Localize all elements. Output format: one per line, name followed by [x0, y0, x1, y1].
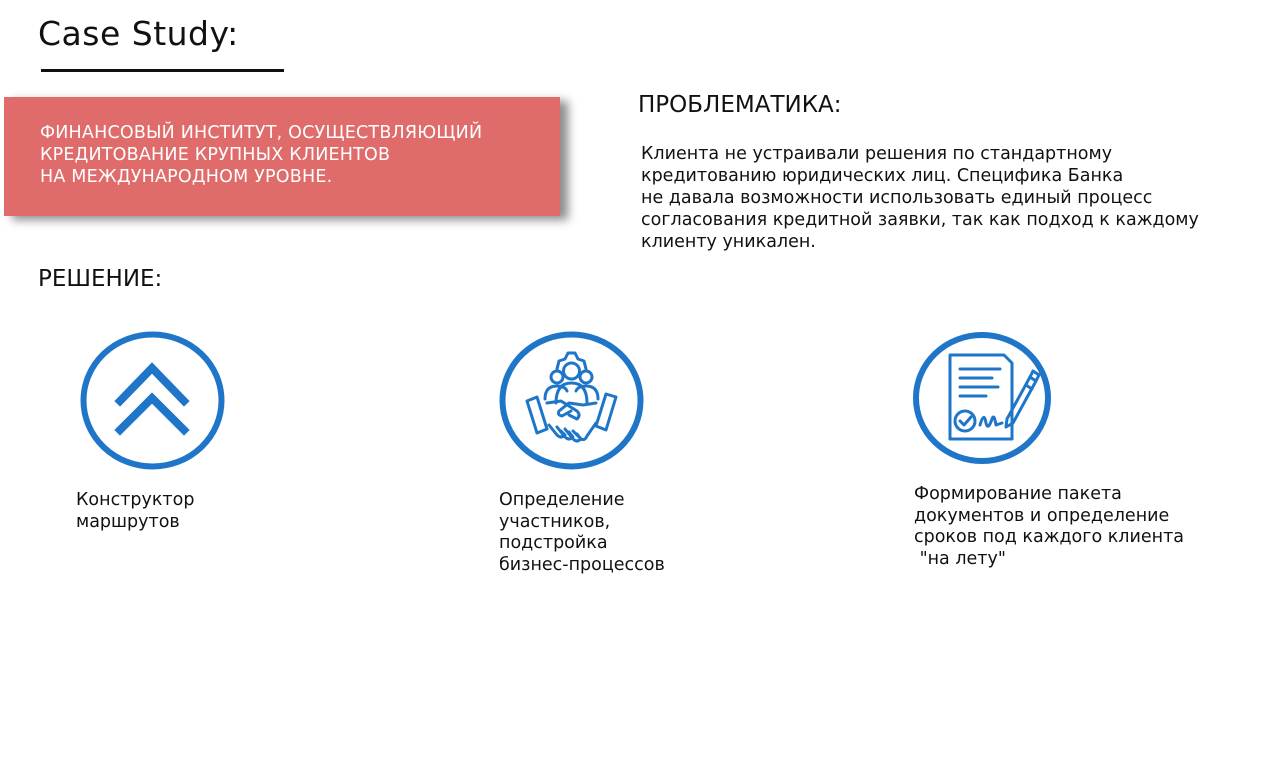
- problem-line: Клиента не устраивали решения по стандартному: [641, 144, 1113, 164]
- problem-line: кредитованию юридических лиц. Специфика Банка: [641, 166, 1124, 186]
- solution-caption-participants: [499, 490, 665, 576]
- handshake-team-icon: [499, 331, 644, 470]
- problem-line: не давала возможности использовать единый процесс: [641, 188, 1153, 208]
- title-underline: [41, 69, 284, 72]
- solution-heading: РЕШЕНИЕ:: [38, 266, 163, 292]
- problem-text: [641, 143, 1199, 253]
- caption-line: бизнес-процессов: [499, 554, 665, 575]
- client-description: [40, 122, 482, 188]
- solution-caption-documents: [914, 484, 1184, 570]
- caption-line: Конструктор: [76, 490, 195, 510]
- caption-line: "на лету": [914, 548, 1006, 569]
- caption-line: участников,: [499, 511, 611, 532]
- caption-line: сроков под каждого клиента: [914, 527, 1184, 547]
- caption-line: маршрутов: [76, 511, 180, 532]
- chevrons-up-icon: [80, 331, 225, 470]
- client-line: КРЕДИТОВАНИЕ КРУПНЫХ КЛИЕНТОВ: [40, 145, 391, 165]
- client-line: НА МЕЖДУНАРОДНОМ УРОВНЕ.: [40, 167, 333, 187]
- caption-line: подстройка: [499, 533, 608, 553]
- solution-caption-routes: [76, 490, 194, 533]
- page-title: Case Study:: [38, 14, 239, 53]
- problem-heading: ПРОБЛЕМАТИКА:: [638, 92, 842, 118]
- caption-line: Формирование пакета: [914, 484, 1122, 504]
- client-line: ФИНАНСОВЫЙ ИНСТИТУТ, ОСУЩЕСТВЛЯЮЩИЙ: [40, 123, 483, 143]
- problem-line: клиенту уникален.: [641, 232, 816, 252]
- client-description-box: [4, 97, 560, 216]
- caption-line: Определение: [499, 490, 625, 510]
- document-signature-icon: [912, 331, 1052, 465]
- caption-line: документов и определение: [914, 505, 1170, 526]
- problem-line: согласования кредитной заявки, так как подход к каждому: [641, 210, 1199, 230]
